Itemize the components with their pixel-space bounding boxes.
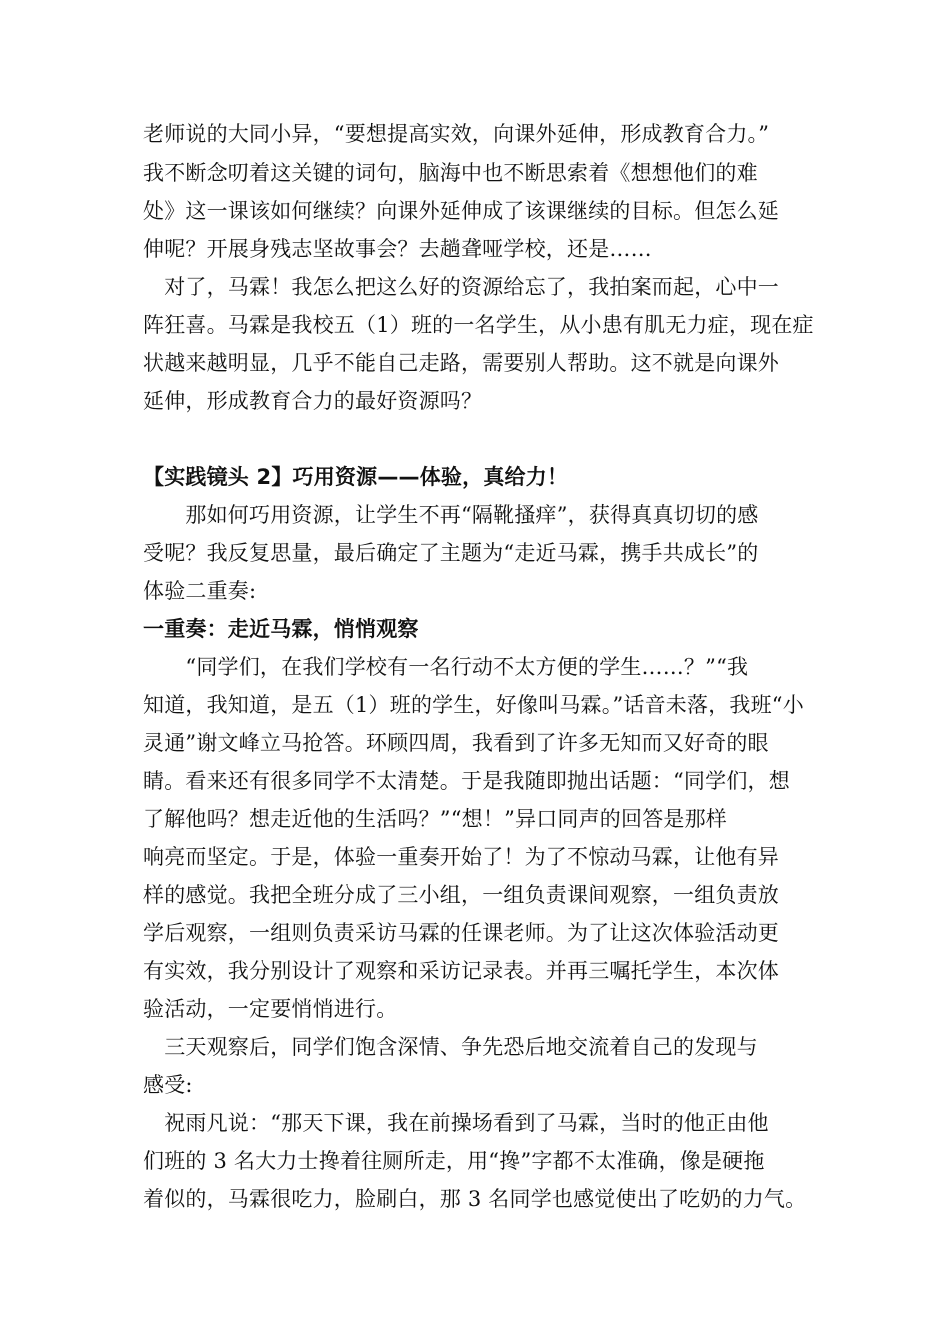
subsection-heading: 一重奏：走近马霖，悄悄观察 [143,617,419,641]
paragraph-line: 响亮而坚定。于是，体验一重奏开始了！为了不惊动马霖，让他有异 [143,845,779,869]
paragraph-line: 状越来越明显，几乎不能自己走路，需要别人帮助。这不就是向课外 [143,351,779,375]
paragraph-line: 伸呢？开展身残志坚故事会？去趟聋哑学校，还是…… [143,237,652,261]
paragraph-line: 阵狂喜。马霖是我校五（1）班的一名学生，从小患有肌无力症，现在症 [143,313,814,337]
paragraph-line: 学后观察，一组则负责采访马霖的任课老师。为了让这次体验活动更 [143,921,779,945]
paragraph-line: 们班的 3 名大力士搀着往厕所走，用“搀”字都不太准确，像是硬拖 [143,1149,765,1173]
paragraph-line: 样的感觉。我把全班分成了三小组，一组负责课间观察，一组负责放 [143,883,779,907]
paragraph-line: 三天观察后，同学们饱含深情、争先恐后地交流着自己的发现与 [143,1035,758,1059]
paragraph-line: 老师说的大同小异，“要想提高实效，向课外延伸，形成教育合力。” [143,122,770,146]
paragraph-line: 延伸，形成教育合力的最好资源吗？ [143,389,483,413]
paragraph-line: 验活动，一定要悄悄进行。 [143,997,398,1021]
paragraph-line: 对了，马霖！我怎么把这么好的资源给忘了，我拍案而起，心中一 [143,275,779,299]
paragraph-line: “同学们，在我们学校有一名行动不太方便的学生……？”“我 [143,655,749,679]
paragraph-line: 我不断念叨着这关键的词句，脑海中也不断思索着《想想他们的难 [143,161,758,185]
paragraph-line: 了解他吗？想走近他的生活吗？”“想！”异口同声的回答是那样 [143,807,728,831]
paragraph-line: 感受: [143,1073,193,1097]
paragraph-line: 处》这一课该如何继续？向课外延伸成了该课继续的目标。但怎么延 [143,199,779,223]
paragraph-line: 知道，我知道，是五（1）班的学生，好像叫马霖。”话音未落，我班“小 [143,693,804,717]
paragraph-line: 灵通”谢文峰立马抢答。环顾四周，我看到了许多无知而又好奇的眼 [143,731,769,755]
section-heading: 【实践镜头 2】巧用资源——体验，真给力！ [143,465,569,489]
paragraph-line: 受呢？我反复思量，最后确定了主题为“走近马霖，携手共成长”的 [143,541,759,565]
paragraph-line: 体验二重奏: [143,579,257,603]
paragraph-line: 祝雨凡说：“那天下课，我在前操场看到了马霖，当时的他正由他 [143,1111,769,1135]
paragraph-line: 着似的，马霖很吃力，脸刷白，那 3 名同学也感觉使出了吃奶的力气。 [143,1187,807,1211]
paragraph-line: 睛。看来还有很多同学不太清楚。于是我随即抛出话题：“同学们，想 [143,769,790,793]
paragraph-line: 那如何巧用资源，让学生不再“隔靴搔痒”，获得真真切切的感 [143,503,759,527]
paragraph-line: 有实效，我分别设计了观察和采访记录表。并再三嘱托学生，本次体 [143,959,779,983]
